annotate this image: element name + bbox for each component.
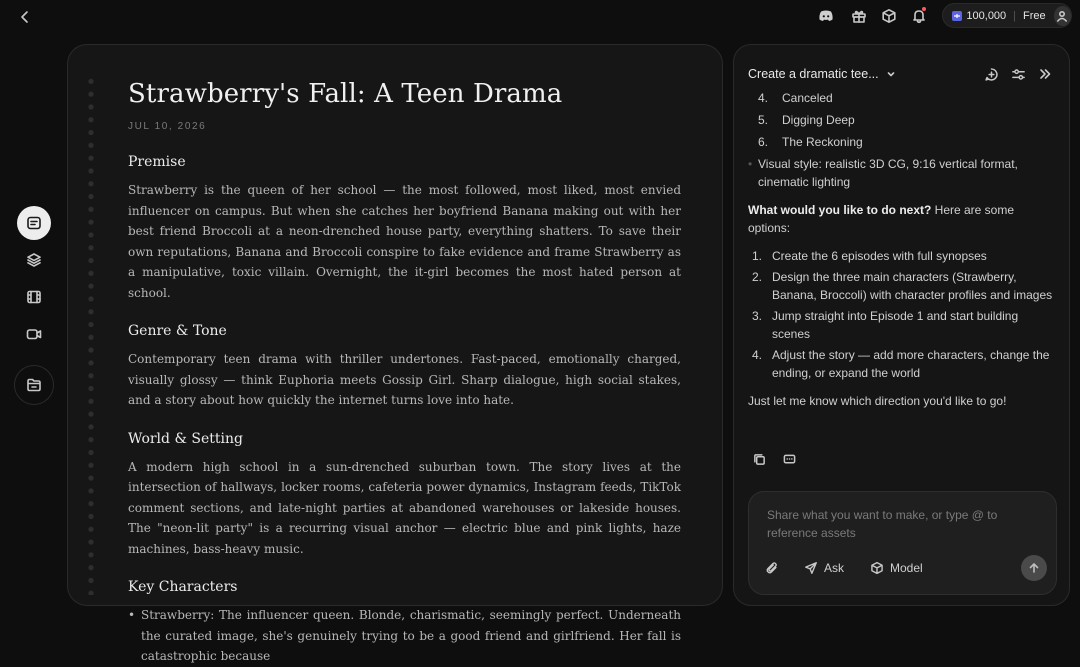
chat-paragraph: Just let me know which direction you'd like to go! (748, 394, 1007, 408)
bold-text: What would you like to do next? (748, 203, 932, 217)
list-item (748, 111, 1053, 129)
chat-message (748, 89, 1053, 410)
new-chat-button[interactable] (980, 63, 1002, 85)
chat-header (748, 63, 1058, 85)
ask-mode-button[interactable] (804, 558, 844, 578)
text: Here are some options: (748, 203, 1015, 235)
document-icon (26, 215, 42, 231)
section-heading: Premise (128, 154, 186, 170)
list-item (748, 247, 1053, 265)
bullet: • (748, 157, 753, 171)
document-content (128, 77, 681, 667)
list-number: 1. (752, 249, 763, 263)
scroll-dots (87, 75, 95, 595)
credits-count: 100,000 (966, 9, 1007, 22)
cube-button[interactable] (877, 5, 901, 27)
list-item (748, 133, 1053, 151)
rail-film-button[interactable] (17, 280, 51, 314)
feedback-button[interactable] (778, 449, 800, 469)
list-number: 4. (758, 91, 769, 105)
collapse-panel-button[interactable] (1034, 63, 1056, 85)
folder-icon (26, 377, 42, 393)
model-selector-button[interactable] (870, 558, 923, 578)
divider: | (1013, 9, 1017, 22)
chat-panel (733, 44, 1070, 606)
message-actions (748, 449, 808, 469)
list-text: Digging Deep (782, 113, 855, 127)
section-body: A modern high school in a sun-drenched suburban town. The story lives at the intersection of hallways, locker rooms, cafeteria power dynamics, Instagram feeds, TikTok comment sections, and late-night parties at abandoned warehouses or lakeside houses. The "neon-lit party" is a recurring visual anchor — electric blue and pink lights, haze machines, bass-heavy music. (128, 459, 681, 556)
gift-button[interactable] (847, 5, 871, 27)
section-heading: Key Characters (128, 579, 238, 595)
list-text: Adjust the story — add more characters, change the ending, or expand the world (772, 348, 1050, 380)
list-item (128, 605, 681, 667)
list-item (748, 155, 1053, 191)
attach-button[interactable] (765, 558, 779, 578)
settings-button[interactable] (1007, 63, 1029, 85)
send-arrow-icon (804, 561, 818, 575)
model-label: Model (890, 561, 923, 575)
section-heading: Genre & Tone (128, 323, 227, 339)
list-item (748, 89, 1053, 107)
copy-icon (753, 453, 766, 466)
plan-label: Free (1023, 9, 1046, 22)
list-item (748, 346, 1053, 382)
paperclip-icon (765, 561, 779, 575)
sliders-icon (1011, 67, 1026, 82)
copy-button[interactable] (748, 449, 770, 469)
send-button[interactable] (1021, 555, 1047, 581)
list-text: Visual style: realistic 3D CG, 9:16 vertical format, cinematic lighting (758, 157, 1018, 189)
list-item (748, 307, 1053, 343)
list-number: 4. (752, 348, 763, 362)
back-chevron-icon (18, 10, 32, 24)
list-text: The Reckoning (782, 135, 863, 149)
back-button[interactable] (14, 6, 36, 28)
list-item (748, 268, 1053, 304)
ask-label: Ask (824, 561, 845, 575)
cube-icon (881, 8, 897, 24)
gift-icon (851, 8, 867, 24)
arrow-up-icon (1028, 562, 1040, 574)
avatar[interactable] (1054, 6, 1071, 26)
user-icon (1056, 10, 1068, 22)
section-body: Contemporary teen drama with thriller undertones. Fast-paced, emotionally charged, visually glossy — think Euphoria meets Gossip Girl. Sharp dialogue, high social stakes, and a story about how quickly the internet turns love into hate. (128, 352, 681, 407)
list-number: 6. (758, 135, 769, 149)
prompt-input[interactable] (765, 504, 1019, 548)
character-description: Strawberry: The influencer queen. Blonde, charismatic, seemingly perfect. Underneath the curated image, she's genuinely trying to be a good friend and girlfriend. Her fall is catastrophic because (141, 608, 681, 663)
rail-layers-button[interactable] (17, 243, 51, 277)
options-list (748, 247, 1053, 382)
double-chevron-right-icon (1038, 67, 1052, 81)
list-number: 2. (752, 270, 763, 284)
credits-icon (952, 11, 962, 21)
rail-document-button[interactable] (17, 206, 51, 240)
notifications-button[interactable] (907, 5, 931, 27)
list-number: 5. (758, 113, 769, 127)
layers-icon (26, 252, 42, 268)
discord-button[interactable] (814, 5, 838, 27)
chat-plus-icon (984, 67, 999, 82)
composer (748, 491, 1057, 595)
bullet: • (128, 608, 136, 622)
video-camera-icon (26, 326, 42, 342)
chat-title-dropdown[interactable]: Create a dramatic tee... (748, 67, 879, 81)
document-date: JUL 10, 2026 (128, 121, 207, 132)
chevron-down-icon[interactable] (886, 69, 896, 79)
section-heading: World & Setting (128, 430, 243, 447)
cube-icon (870, 561, 884, 575)
list-text: Design the three main characters (Strawberry, Banana, Broccoli) with character profiles and images (772, 270, 1053, 302)
list-text: Create the 6 episodes with full synopses (772, 249, 987, 263)
rail-video-button[interactable] (17, 317, 51, 351)
film-icon (26, 289, 42, 305)
list-text: Jump straight into Episode 1 and start building scenes (772, 309, 1019, 341)
chat-paragraph (748, 201, 1053, 237)
notification-badge (922, 7, 926, 11)
rail-folder-button[interactable] (14, 365, 54, 405)
list-number: 3. (752, 309, 763, 323)
message-icon (783, 453, 796, 466)
list-text: Canceled (782, 91, 833, 105)
account-pill[interactable] (942, 3, 1072, 28)
section-body: Strawberry is the queen of her school — the most followed, most liked, most envied influencer on campus. But when she catches her boyfriend Banana making out with her best friend Broccoli at a neon-drenched house party, everything shatters. To save their own reputations, Banana and Broccoli conspire to fake evidence and frame Strawberry as a manipulative, toxic villain. Overnight, the it-girl becomes the most hated person at school. (128, 183, 681, 300)
page-title: Strawberry's Fall: A Teen Drama (128, 79, 563, 109)
discord-icon (818, 9, 834, 23)
document-panel (67, 44, 723, 663)
